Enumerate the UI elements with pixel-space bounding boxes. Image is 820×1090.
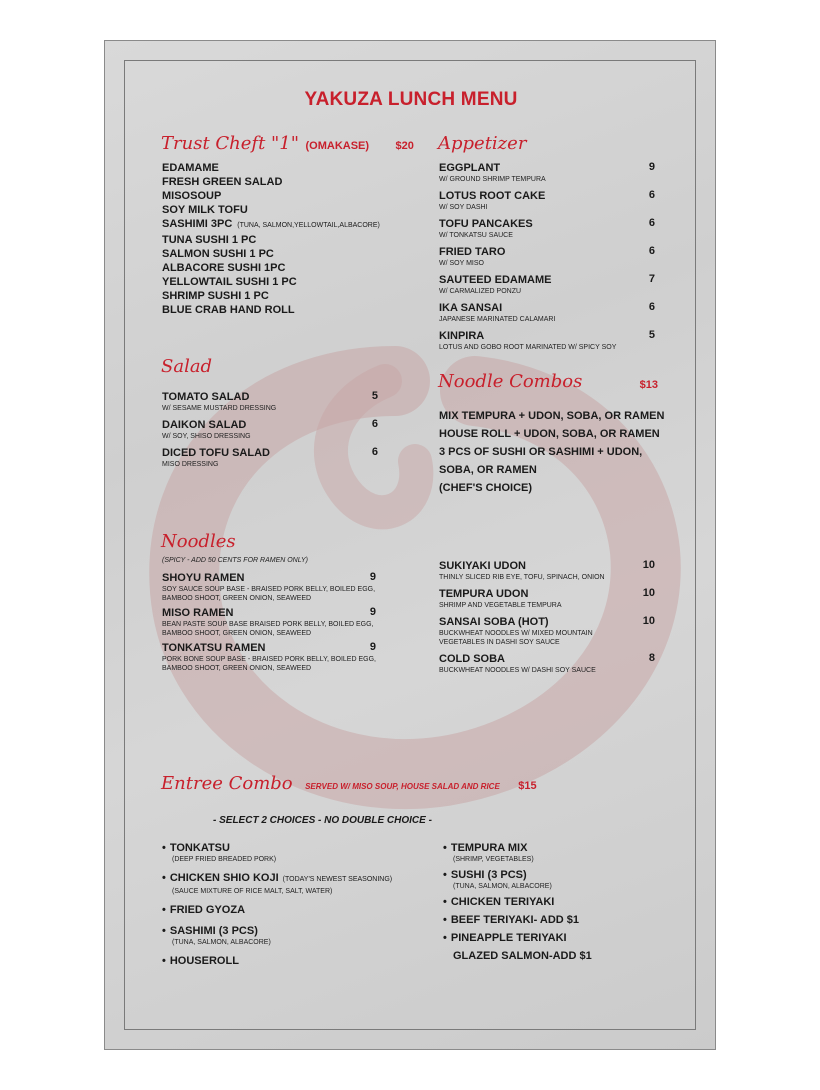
entree-choice-label: CHICKEN SHIO KOJI	[169, 872, 279, 884]
entree-choice-name	[443, 895, 592, 909]
noodle-item-desc: BEAN PASTE SOUP BASE BRAISED PORK BELLY, BOILED EGG,	[162, 621, 374, 628]
noodle-item-desc: VEGETABLES IN DASHI SOY SAUCE	[439, 639, 560, 646]
trust-chef-subheading: (OMAKASE)	[305, 140, 370, 152]
trust-chef-item-name: YELLOWTAIL SUSHI 1 PC	[162, 276, 297, 288]
trust-chef-item	[162, 175, 380, 189]
entree-choice-label: FRIED GYOZA	[169, 904, 246, 916]
trust-chef-item	[162, 247, 380, 261]
entree-choice-continuation: GLAZED SALMON-ADD $1	[453, 950, 592, 962]
trust-chef-item	[162, 189, 380, 203]
noodle-combos-price: $13	[639, 379, 658, 391]
appetizer-item-name: KINPIRA	[439, 330, 485, 342]
salad-item-entry	[162, 390, 378, 413]
noodle-item-entry	[162, 571, 376, 603]
trust-chef-item	[162, 261, 380, 275]
entree-choice-desc: (TUNA, SALMON, ALBACORE)	[453, 883, 552, 890]
entree-choice-desc: (SHRIMP, VEGETABLES)	[453, 856, 534, 863]
salad-item-desc: W/ SOY, SHISO DRESSING	[162, 433, 251, 440]
noodle-combos-list	[439, 407, 664, 497]
trust-chef-item	[162, 303, 380, 317]
entree-choice-label: TEMPURA MIX	[450, 842, 528, 854]
entree-choice-desc: (TUNA, SALMON, ALBACORE)	[172, 939, 271, 946]
entree-choice-label: CHICKEN TERIYAKI	[450, 896, 555, 908]
appetizer-item-name: SAUTEED EDAMAME	[439, 274, 552, 286]
entree-right-list	[443, 841, 592, 963]
entree-choice-name	[443, 841, 592, 855]
entree-choice-name	[443, 913, 592, 927]
appetizer-item-price: 6	[648, 301, 655, 313]
noodle-item-desc: PORK BONE SOUP BASE - BRAISED PORK BELLY, BOILED EGG,	[162, 656, 376, 663]
entree-choice-label: TONKATSU	[169, 842, 230, 854]
trust-chef-item	[162, 217, 380, 233]
appetizer-item-price: 6	[648, 245, 655, 257]
trust-chef-item	[162, 275, 380, 289]
trust-chef-item-name: SHRIMP SUSHI 1 PC	[162, 290, 269, 302]
entree-choice-name	[443, 868, 592, 882]
noodles-heading: Noodles	[161, 531, 236, 552]
noodle-combo-line: SOBA, OR RAMEN	[439, 464, 537, 476]
trust-chef-item-name: ALBACORE SUSHI 1PC	[162, 262, 286, 274]
noodle-item-desc: SOY SAUCE SOUP BASE - BRAISED PORK BELLY, BOILED EGG,	[162, 586, 376, 593]
noodle-item-desc: BAMBOO SHOOT, GREEN ONION, SEAWEED	[162, 630, 312, 637]
entree-choice-name	[162, 871, 392, 887]
entree-choice	[162, 954, 392, 968]
noodle-combos-heading: Noodle Combos	[438, 371, 583, 392]
entree-choice	[443, 931, 592, 945]
noodles-note: (SPICY - ADD 50 CENTS FOR RAMEN ONLY)	[162, 557, 308, 564]
entree-choice-inline: (TODAY'S NEWEST SEASONING)	[282, 876, 393, 883]
noodle-combo-line: MIX TEMPURA + UDON, SOBA, OR RAMEN	[439, 410, 665, 422]
trust-chef-item	[162, 289, 380, 303]
menu-card	[104, 40, 716, 1050]
appetizer-item-name: IKA SANSAI	[439, 302, 503, 314]
salad-item-name: TOMATO SALAD	[162, 391, 250, 403]
trust-chef-price: $20	[395, 140, 414, 152]
salad-item-price: 5	[371, 390, 378, 402]
appetizer-heading: Appetizer	[438, 133, 527, 154]
noodle-item-entry	[162, 606, 376, 638]
entree-choice-label: SASHIMI (3 PCS)	[169, 925, 258, 937]
noodle-item-price: 9	[369, 606, 376, 618]
entree-choice	[443, 913, 592, 927]
entree-choice	[443, 868, 592, 891]
entree-left-list	[162, 841, 392, 975]
salad-item-name: DAIKON SALAD	[162, 419, 247, 431]
appetizer-item-desc: W/ SOY MISO	[439, 260, 484, 267]
entree-choice	[162, 871, 392, 896]
salad-heading: Salad	[161, 356, 213, 377]
noodle-item-name: MISO RAMEN	[162, 607, 234, 619]
noodle-combo-line: 3 PCS OF SUSHI OR SASHIMI + UDON,	[439, 446, 643, 458]
appetizer-item-desc: W/ TONKATSU SAUCE	[439, 232, 513, 239]
entree-choice-name	[443, 931, 592, 945]
appetizer-item-price: 6	[648, 217, 655, 229]
noodle-item-name: COLD SOBA	[439, 653, 505, 665]
salad-item-desc: W/ SESAME MUSTARD DRESSING	[162, 405, 277, 412]
appetizer-item-entry	[439, 245, 655, 268]
noodle-item-price: 9	[369, 571, 376, 583]
appetizer-item-name: TOFU PANCAKES	[439, 218, 533, 230]
appetizer-item-entry	[439, 273, 655, 296]
trust-chef-item-name: EDAMAME	[162, 162, 219, 174]
entree-choice-desc: (DEEP FRIED BREADED PORK)	[172, 856, 277, 863]
appetizer-item-desc: W/ GROUND SHRIMP TEMPURA	[439, 176, 546, 183]
noodle-item-entry	[439, 615, 655, 647]
salad-item-entry	[162, 418, 378, 441]
salad-item-price: 6	[371, 418, 378, 430]
entree-choice-label: HOUSEROLL	[169, 955, 239, 967]
appetizer-item-desc: W/ SOY DASHI	[439, 204, 488, 211]
appetizer-item-entry	[439, 301, 655, 324]
entree-choice-name	[162, 954, 392, 968]
appetizer-item-name: LOTUS ROOT CAKE	[439, 190, 546, 202]
appetizer-item-name: EGGPLANT	[439, 162, 501, 174]
appetizer-item-entry	[439, 189, 655, 212]
trust-chef-item-name: SASHIMI 3PC	[162, 218, 233, 230]
noodle-item-price: 10	[642, 587, 655, 599]
appetizer-item-price: 9	[648, 161, 655, 173]
noodle-item-name: TONKATSU RAMEN	[162, 642, 266, 654]
appetizer-item-entry	[439, 217, 655, 240]
entree-choice	[443, 895, 592, 909]
entree-choice	[162, 841, 392, 864]
appetizer-item-entry	[439, 329, 655, 352]
noodle-combos-header	[438, 371, 658, 392]
entree-header	[161, 773, 537, 794]
noodle-item-name: SANSAI SOBA (HOT)	[439, 616, 549, 628]
trust-chef-item	[162, 203, 380, 217]
trust-chef-item-name: TUNA SUSHI 1 PC	[162, 234, 257, 246]
noodle-item-name: SHOYU RAMEN	[162, 572, 245, 584]
trust-chef-list	[162, 161, 380, 317]
noodle-combo-line: HOUSE ROLL + UDON, SOBA, OR RAMEN	[439, 428, 660, 440]
noodle-item-name: TEMPURA UDON	[439, 588, 529, 600]
trust-chef-heading: Trust Cheft "1"	[161, 133, 300, 154]
salad-item-desc: MISO DRESSING	[162, 461, 219, 468]
trust-chef-item-name: BLUE CRAB HAND ROLL	[162, 304, 295, 316]
salad-item-entry	[162, 446, 378, 469]
noodle-item-entry	[439, 587, 655, 610]
trust-chef-item-name: SOY MILK TOFU	[162, 204, 248, 216]
appetizer-item-entry	[439, 161, 655, 184]
noodle-item-name: SUKIYAKI UDON	[439, 560, 526, 572]
noodle-item-desc: SHRIMP AND VEGETABLE TEMPURA	[439, 602, 562, 609]
entree-choice-label: SUSHI (3 PCS)	[450, 869, 527, 881]
noodle-item-desc: BAMBOO SHOOT, GREEN ONION, SEAWEED	[162, 595, 312, 602]
appetizer-item-name: FRIED TARO	[439, 246, 506, 258]
entree-choice-label: BEEF TERIYAKI- ADD $1	[450, 914, 580, 926]
noodle-item-price: 8	[648, 652, 655, 664]
entree-choice-label: PINEAPPLE TERIYAKI	[450, 932, 567, 944]
appetizer-item-desc: JAPANESE MARINATED CALAMARI	[439, 316, 556, 323]
salad-list	[162, 390, 378, 474]
trust-chef-item	[162, 161, 380, 175]
noodle-combo-line: (CHEF'S CHOICE)	[439, 482, 533, 494]
entree-choice-name	[162, 841, 392, 855]
entree-choice-name	[162, 924, 392, 938]
entree-choice	[162, 903, 392, 917]
entree-choice	[443, 841, 592, 864]
noodle-item-price: 10	[642, 559, 655, 571]
noodle-item-desc: BUCKWHEAT NOODLES W/ MIXED MOUNTAIN	[439, 630, 593, 637]
entree-choice-desc: (SAUCE MIXTURE OF RICE MALT, SALT, WATER)	[172, 888, 333, 895]
appetizer-item-price: 5	[648, 329, 655, 341]
noodle-item-price: 9	[369, 641, 376, 653]
noodles-right-list	[439, 559, 655, 680]
trust-chef-item-name: FRESH GREEN SALAD	[162, 176, 283, 188]
trust-chef-header	[161, 133, 414, 154]
entree-heading: Entree Combo	[161, 773, 293, 794]
entree-served: SERVED W/ MISO SOUP, HOUSE SALAD AND RICE	[305, 782, 500, 791]
entree-choice	[162, 924, 392, 947]
sashimi-note: (TUNA, SALMON,YELLOWTAIL,ALBACORE)	[235, 222, 380, 229]
appetizer-list	[439, 161, 655, 357]
menu-title: YAKUZA LUNCH MENU	[304, 89, 518, 110]
trust-chef-item-name: MISOSOUP	[162, 190, 222, 202]
entree-select-note: - SELECT 2 CHOICES - NO DOUBLE CHOICE -	[213, 815, 432, 826]
noodles-left-list	[162, 571, 376, 676]
noodle-item-entry	[439, 559, 655, 582]
noodle-item-entry	[439, 652, 655, 675]
noodle-item-desc: THINLY SLICED RIB EYE, TOFU, SPINACH, ONION	[439, 574, 605, 581]
entree-price: $15	[518, 780, 537, 792]
appetizer-item-desc: LOTUS AND GOBO ROOT MARINATED W/ SPICY SOY	[439, 344, 617, 351]
trust-chef-item-name: SALMON SUSHI 1 PC	[162, 248, 274, 260]
noodle-item-entry	[162, 641, 376, 673]
noodle-item-price: 10	[642, 615, 655, 627]
noodle-item-desc: BAMBOO SHOOT, GREEN ONION, SEAWEED	[162, 665, 312, 672]
salad-item-price: 6	[371, 446, 378, 458]
salad-item-name: DICED TOFU SALAD	[162, 447, 270, 459]
appetizer-item-price: 7	[648, 273, 655, 285]
noodle-item-desc: BUCKWHEAT NOODLES W/ DASHI SOY SAUCE	[439, 667, 596, 674]
appetizer-item-price: 6	[648, 189, 655, 201]
appetizer-item-desc: W/ CARMALIZED PONZU	[439, 288, 522, 295]
trust-chef-item	[162, 233, 380, 247]
entree-choice-name	[162, 903, 392, 917]
